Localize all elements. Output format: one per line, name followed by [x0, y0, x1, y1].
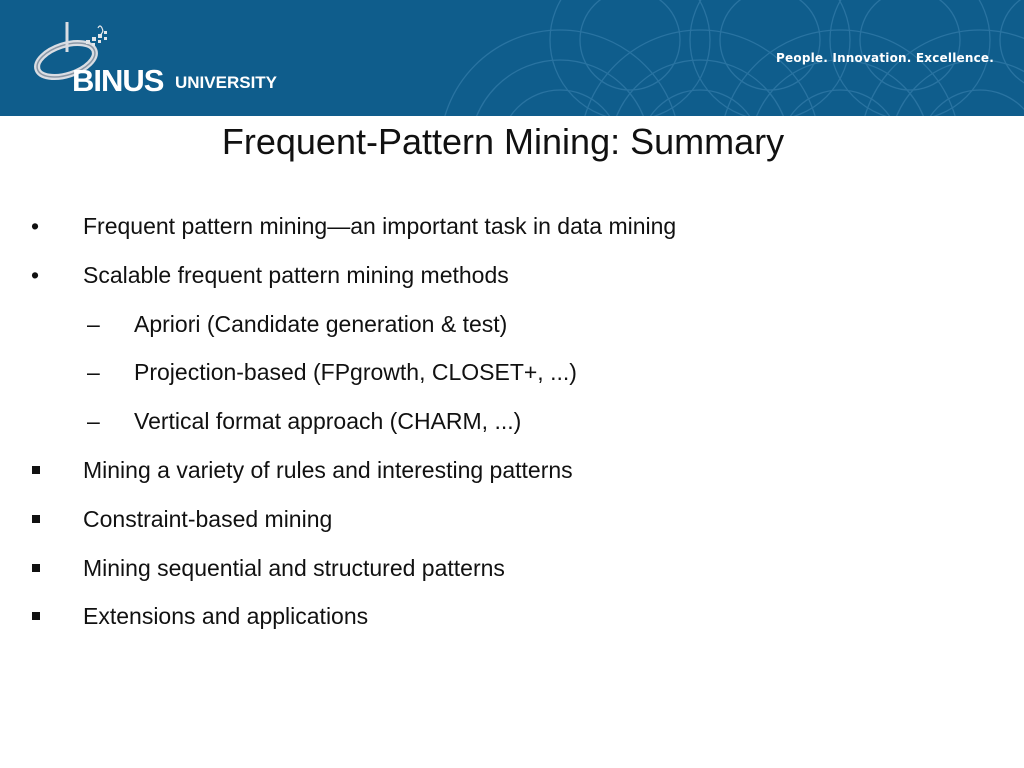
bullet-text: Mining a variety of rules and interesting patterns [83, 456, 573, 483]
bullet-text: Frequent pattern mining—an important task in data mining [83, 213, 677, 239]
header-tagline: People. Innovation. Excellence. [776, 51, 994, 65]
bullet-item [0, 594, 1024, 643]
bullet-item [0, 546, 1024, 595]
sub-bullet-text: Apriori (Candidate generation & test) [134, 310, 508, 337]
sub-bullet-text: Vertical format approach (CHARM, ...) [134, 408, 522, 435]
bullet-dash-marker: – [87, 310, 100, 337]
bullet-dot-marker: • [31, 261, 40, 288]
bullet-text: Extensions and applications [83, 603, 369, 630]
bullet-dash-marker: – [87, 359, 100, 386]
binus-university-logo [28, 22, 318, 102]
bullet-list [0, 204, 1024, 643]
bullet-item [0, 253, 1024, 302]
bullet-item [0, 448, 1024, 497]
sub-bullet-item [0, 399, 1024, 448]
bullet-dot-marker: • [31, 213, 40, 239]
bullet-text: Mining sequential and structured patterns [83, 554, 505, 581]
bullet-text: Constraint-based mining [83, 505, 333, 532]
slide-title: Frequent-Pattern Mining: Summary [221, 121, 785, 162]
slide-header-banner [0, 0, 1024, 116]
bullet-dash-marker: – [87, 408, 100, 435]
logo-brand-text: BINUS [72, 63, 164, 98]
bullet-item [0, 497, 1024, 546]
sub-bullet-text: Projection-based (FPgrowth, CLOSET+, ...) [134, 359, 577, 386]
sub-bullet-item [0, 302, 1024, 351]
logo-university-text: UNIVERSITY [175, 73, 278, 92]
bullet-text: Scalable frequent pattern mining methods [83, 261, 509, 288]
bullet-item [0, 204, 1024, 253]
sub-bullet-item [0, 350, 1024, 399]
